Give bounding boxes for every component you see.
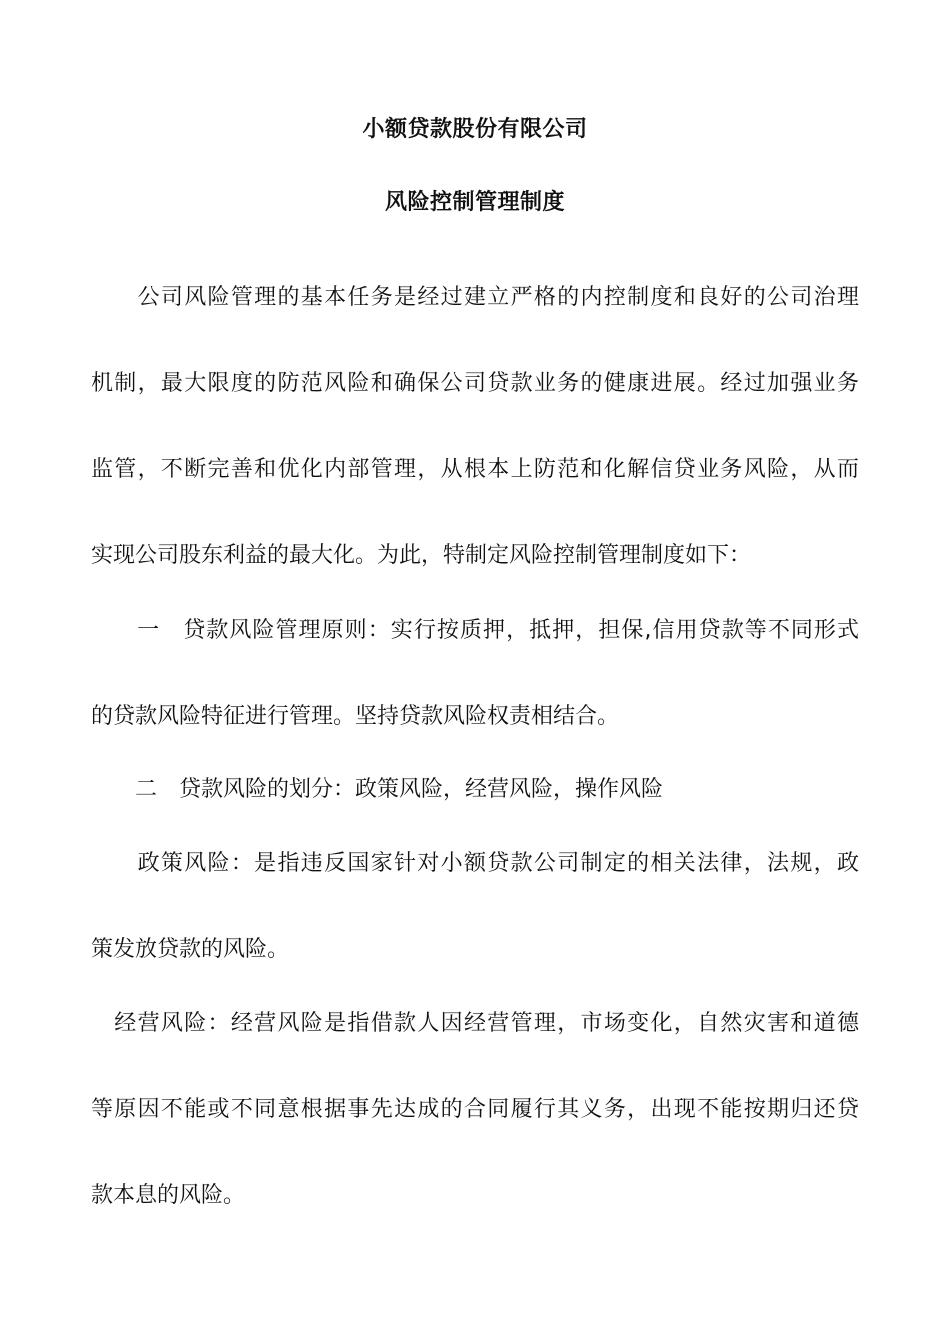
paragraph-line: 监管，不断完善和优化内部管理，从根本上防范和化解信贷业务风险，从而 [91, 457, 859, 482]
document-title: 风险控制管理制度 [384, 190, 565, 215]
paragraph-line: 一 贷款风险管理原则：实行按质押，抵押，担保,信用贷款等不同形式 [91, 618, 859, 643]
paragraph-line: 策发放贷款的风险。 [91, 937, 290, 962]
paragraph-line: 公司风险管理的基本任务是经过建立严格的内控制度和良好的公司治理 [91, 285, 859, 310]
paragraph-line: 经营风险：经营风险是指借款人因经营管理，市场变化，自然灾害和道德 [91, 1011, 859, 1036]
paragraph-line: 款本息的风险。 [91, 1183, 246, 1208]
paragraph-line: 政策风险：是指违反国家针对小额贷款公司制定的相关法律，法规，政 [91, 851, 859, 876]
paragraph-line: 等原因不能或不同意根据事先达成的合同履行其义务，出现不能按期归还贷 [91, 1097, 859, 1122]
company-title: 小额贷款股份有限公司 [362, 117, 588, 142]
paragraph-line: 的贷款风险特征进行管理。坚持贷款风险权责相结合。 [91, 704, 620, 729]
paragraph-line: 机制，最大限度的防范风险和确保公司贷款业务的健康进展。经过加强业务 [91, 371, 859, 396]
paragraph-line: 实现公司股东利益的最大化。为此，特制定风险控制管理制度如下： [91, 543, 752, 568]
paragraph-line: 二 贷款风险的划分：政策风险，经营风险，操作风险 [91, 777, 664, 802]
